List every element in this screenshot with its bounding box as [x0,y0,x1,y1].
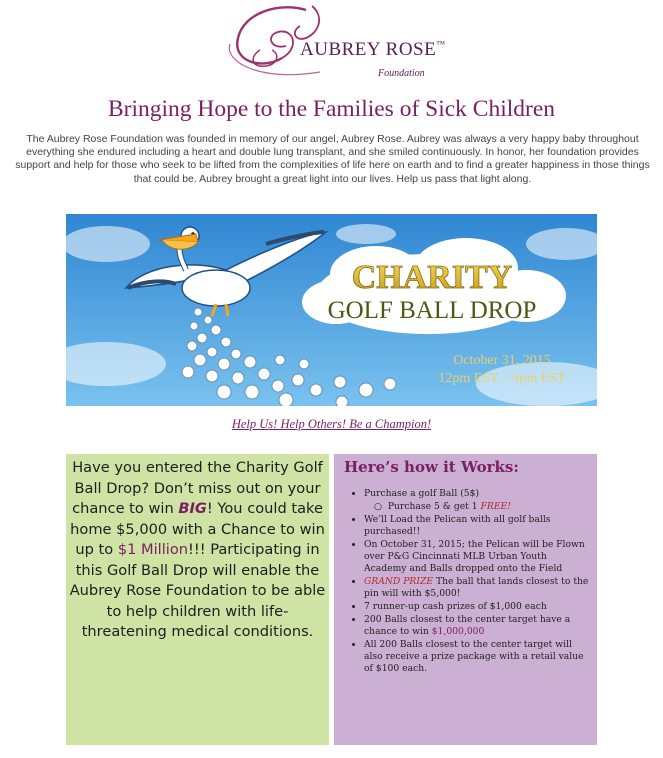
list-item: ○ Purchase 5 & get 1 FREE! [374,501,511,512]
list-item: • GRAND PRIZE The ball that lands closest to the pin will with $5,000! [364,576,591,600]
list-item: • On October 31, 2015; the Pelican will be Flown over P&G Cincinnati MLB Urban Youth Academy and Balls dropped onto the Field [364,539,591,575]
banner-time: 12pm EST – 3pm EST [438,371,566,386]
page-title: Bringing Hope to the Families of Sick Children [107,96,556,122]
how-it-works-list [344,488,591,675]
list-item: • Purchase a golf Ball (5$) [364,488,591,500]
big-emphasis: BIG [178,500,207,517]
list-item: • 200 Balls closest to the center target have a chance to win $1,000,000 [364,614,591,638]
intro-paragraph: The Aubrey Rose Foundation was founded in memory of our angel, Aubrey Rose. Aubrey was always a very happy baby throughout everything she endured including a heart and double lung transplant, and she smiled continuously. In honor, her foundation provides support and help for those who seek to be lifted from the complexities of life here on earth and to find a greater happiness in those things that could be. Aubrey brought a great light into our lives. Help us pass that light along. [15,133,650,185]
how-it-works-box [334,454,597,745]
banner-date: October 31, 2015 [453,353,551,368]
left-promo-box [66,454,329,745]
list-item: • 7 runner-up cash prizes of $1,000 each [364,601,591,613]
list-item: • We’ll Load the Pelican with all golf balls purchased!! [364,514,591,538]
logo-subtitle: Foundation [378,68,425,79]
list-item: • All 200 Balls closest to the center target will also receive a prize package with a retail value of $100 each. [364,639,591,675]
banner-title-line1: CHARITY [351,259,513,296]
champion-link[interactable]: Help Us! Help Others! Be a Champion! [231,417,432,431]
promo-text: Have you entered the Charity Golf Ball Drop? Don’t miss out on your chance to win BIG! You could take home $5,000 with a Chance to win up to $1 Million!!! Participating in this Golf Ball Drop will enable the Aubrey Rose Foundation to be able to help children with life-threatening medical conditions. [69,459,326,640]
million-highlight: $1 Million [117,541,189,558]
banner-title-line2: GOLF BALL DROP [327,297,537,324]
how-it-works-title: Here’s how it Works: [344,458,519,476]
logo-name: AUBREY ROSE™ [300,39,446,60]
charity-banner [66,214,597,406]
